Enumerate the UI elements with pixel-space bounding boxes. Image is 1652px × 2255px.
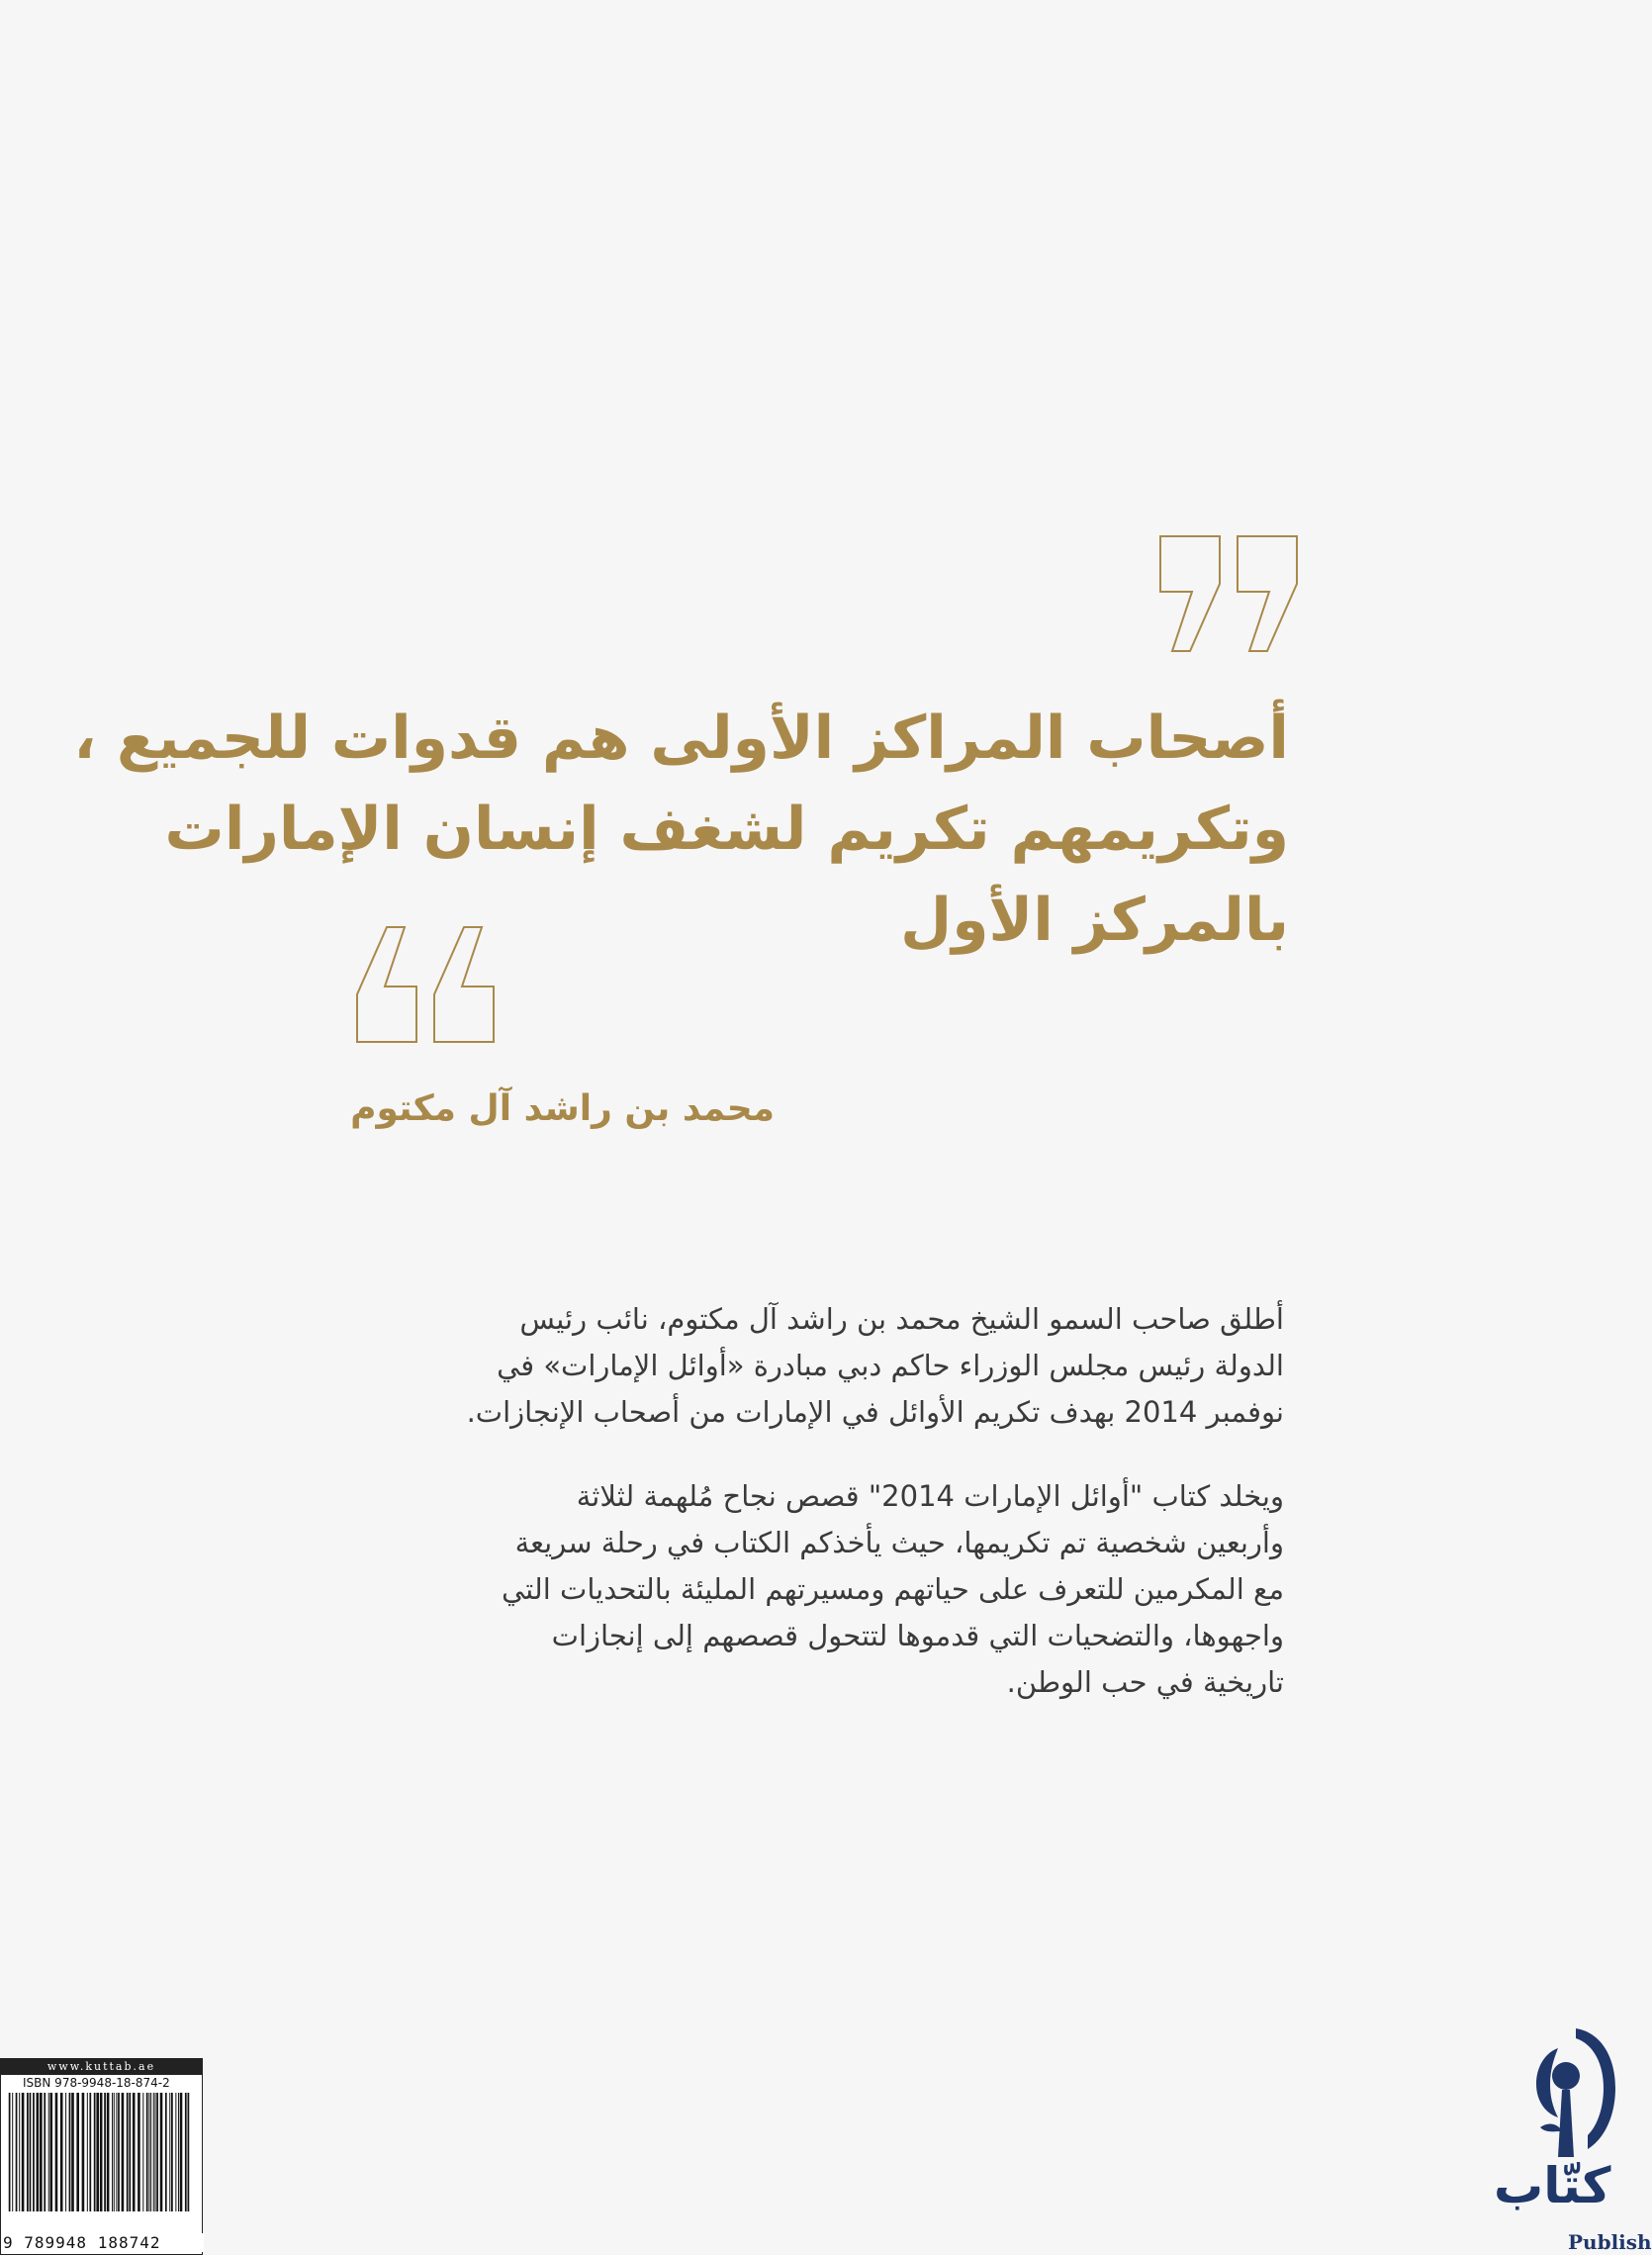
quote-author: محمد بن راشد آل مكتوم [350, 1088, 775, 1129]
paragraph-2 [295, 1473, 1284, 1706]
barcode-bar [175, 2093, 176, 2211]
barcode-bars [7, 2093, 197, 2221]
barcode-bar [160, 2093, 163, 2211]
barcode-bar [188, 2093, 190, 2211]
barcode-bar [12, 2093, 13, 2211]
barcode-bar [116, 2093, 117, 2211]
barcode-bar [89, 2093, 91, 2211]
barcode-bar [30, 2093, 32, 2211]
barcode-bar [148, 2093, 149, 2211]
barcode-bar [48, 2093, 49, 2211]
barcode-bar [155, 2093, 156, 2211]
barcode-bar [138, 2093, 140, 2211]
barcode-bar [171, 2093, 173, 2211]
barcode-bar [180, 2093, 183, 2211]
barcode-bar [40, 2093, 43, 2211]
text-line: الدولة رئيس مجلس الوزراء حاكم دبي مبادرة «أوائل الإمارات» في [497, 1349, 1284, 1382]
barcode-bar [100, 2093, 103, 2211]
barcode-bar [33, 2093, 35, 2211]
barcode-bar [165, 2093, 167, 2211]
text-line: ويخلد كتاب "أوائل الإمارات 2014" قصص نجاح مُلهمة لثلاثة [576, 1479, 1284, 1513]
closing-quote-icon [1150, 534, 1299, 653]
text-line: واجهوها، والتضحيات التي قدموها لتتحول قصصهم إلى إنجازات [551, 1619, 1284, 1652]
barcode-bar [112, 2093, 113, 2211]
publisher-label: Publish [1568, 2230, 1652, 2254]
barcode-bar [94, 2093, 96, 2211]
barcode-bar [55, 2093, 58, 2211]
quote-line: وتكريمهم تكريم لشغف إنسان الإمارات [164, 795, 1289, 864]
barcode-bar [19, 2093, 20, 2211]
barcode-bar [69, 2093, 71, 2211]
barcode-bar [71, 2093, 74, 2211]
text-line: أطلق صاحب السمو الشيخ محمد بن راشد آل مكتوم، نائب رئيس [519, 1302, 1284, 1336]
isbn-text: ISBN 978-9948-18-874-2 [23, 2076, 170, 2090]
barcode-digits: 9 789948 188742 [1, 2233, 204, 2252]
publisher-logo-icon [1518, 2028, 1615, 2255]
text-line: وأربعين شخصية تم تكريمها، حيث يأخذكم الكتاب في رحلة سريعة [514, 1526, 1284, 1559]
barcode-label [0, 2058, 203, 2255]
barcode-bar [107, 2093, 110, 2211]
barcode-bar [16, 2093, 18, 2211]
text-line: نوفمبر 2014 بهدف تكريم الأوائل في الإمارات من أصحاب الإنجازات. [466, 1395, 1284, 1429]
barcode-bar [87, 2093, 88, 2211]
barcode-bar [122, 2093, 125, 2211]
barcode-bar [60, 2093, 63, 2211]
opening-quote-icon [355, 925, 504, 1044]
barcode-bar [114, 2093, 115, 2211]
barcode-bar [104, 2093, 106, 2211]
barcode-bar [178, 2093, 179, 2211]
quote-line: أصحاب المراكز الأولى هم قدوات للجميع ، [73, 704, 1289, 773]
publisher-name-arabic: كتّاب [1494, 2157, 1611, 2214]
barcode-bar [37, 2093, 40, 2211]
barcode-bar [133, 2093, 136, 2211]
barcode-bar [142, 2093, 143, 2211]
publisher-url: www.kuttab.ae [1, 2059, 202, 2075]
barcode-bar [127, 2093, 129, 2211]
barcode-bar [129, 2093, 131, 2211]
barcode-bar [153, 2093, 154, 2211]
barcode-bar [49, 2093, 52, 2211]
text-line: تاريخية في حب الوطن. [1006, 1665, 1284, 1699]
barcode-bar [118, 2093, 120, 2211]
description [295, 1296, 1284, 1706]
barcode-bar [65, 2093, 66, 2211]
barcode-bar [22, 2093, 25, 2211]
barcode-bar [169, 2093, 170, 2211]
quote-line: بالمركز الأول [900, 886, 1289, 955]
barcode-bar [185, 2093, 187, 2211]
paragraph-1 [295, 1296, 1284, 1436]
text-line: مع المكرمين للتعرف على حياتهم ومسيرتهم المليئة بالتحديات التي [502, 1572, 1284, 1606]
barcode-bar [96, 2093, 99, 2211]
barcode-bar [150, 2093, 151, 2211]
barcode-bar [9, 2093, 11, 2211]
barcode-bar [27, 2093, 29, 2211]
barcode-bar [156, 2093, 158, 2211]
barcode-bar [146, 2093, 148, 2211]
barcode-bar [82, 2093, 85, 2211]
barcode-bar [76, 2093, 79, 2211]
barcode-bar [44, 2093, 46, 2211]
